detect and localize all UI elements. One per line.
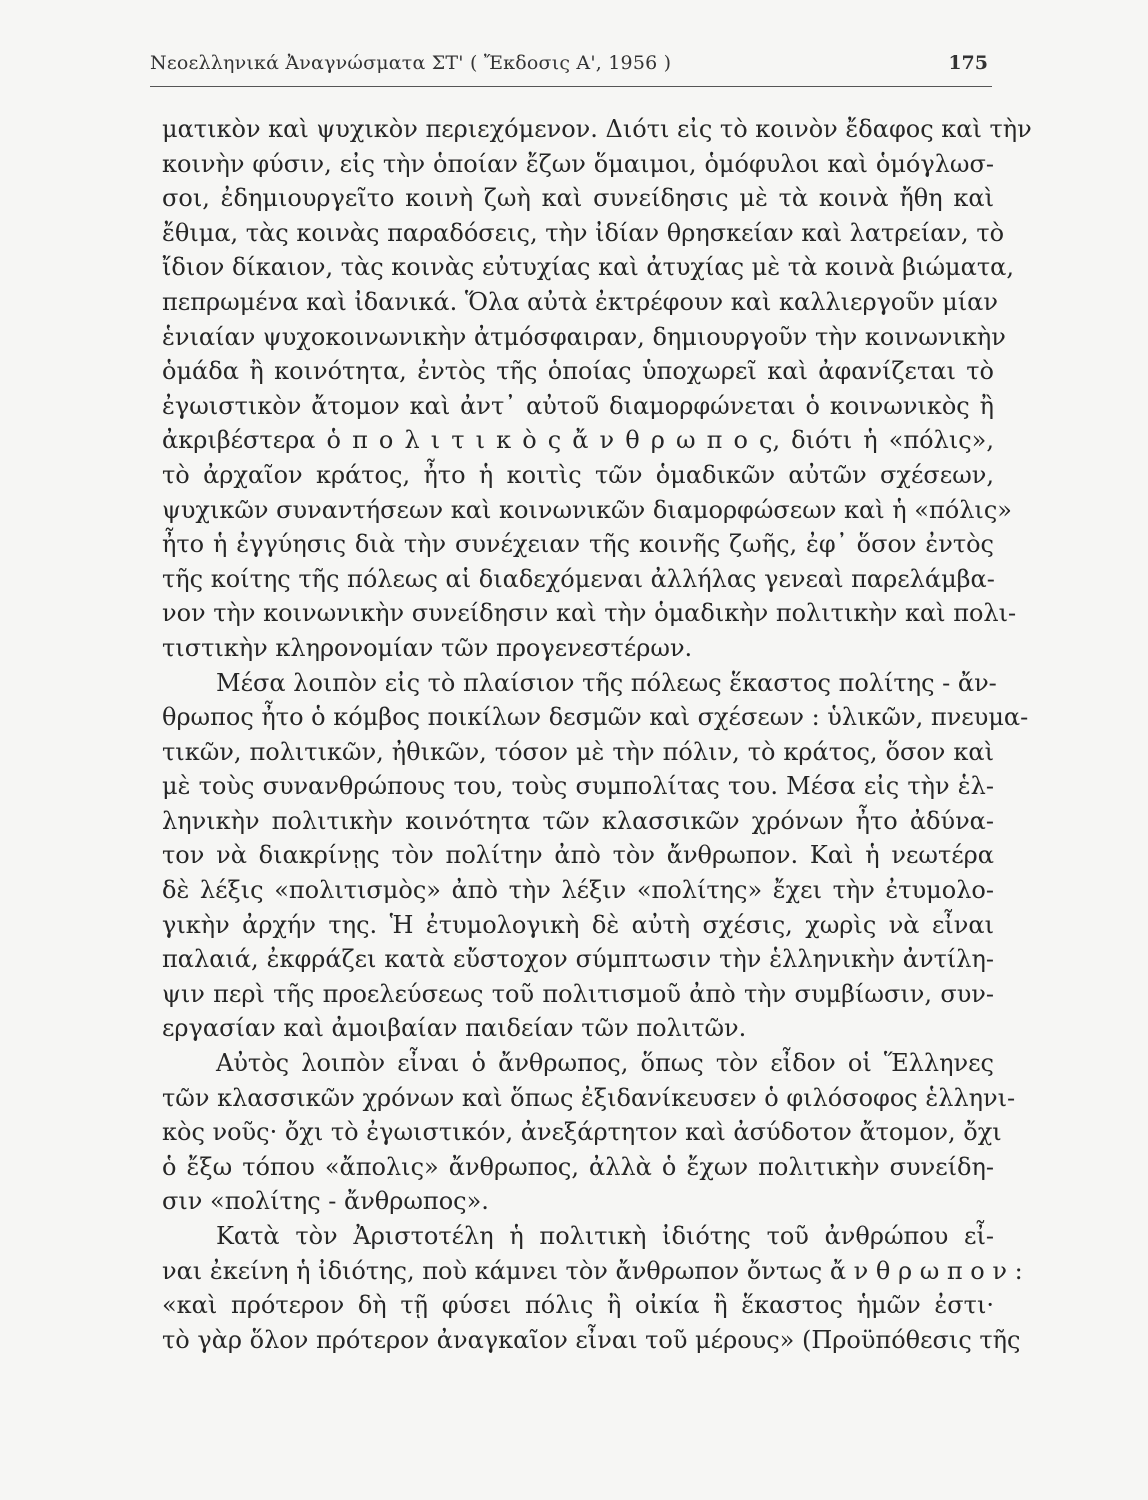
text-line: ναι ἐκείνη ἡ ἰδιότης, ποὺ κάμνει τὸν ἄνθρωπον ὄντως ἄ ν θ ρ ω π ο ν : xyxy=(162,1256,1023,1285)
text-line: δὲ λέξις «πολιτισμὸς» ἀπὸ τὴν λέξιν «πολίτης» ἔχει τὴν ἐτυμολο- xyxy=(162,876,994,905)
text-line: ψυχικῶν συναντήσεων καὶ κοινωνικῶν διαμορφώσεων καὶ ἡ «πόλις» xyxy=(162,495,1012,524)
paragraph xyxy=(162,666,1029,1047)
text-line: κὸς νοῦς· ὄχι τὸ ἐγωιστικόν, ἀνεξάρτητον καὶ ἀσύδοτον ἄτομον, ὄχι xyxy=(162,1118,1002,1147)
text-line: Αὐτὸς λοιπὸν εἶναι ὁ ἄνθρωπος, ὅπως τὸν εἶδον οἱ Ἕλληνες xyxy=(216,1049,994,1078)
text-line: ματικὸν καὶ ψυχικὸν περιεχόμενον. Διότι εἰς τὸ κοινὸν ἔδαφος καὶ τὴν xyxy=(162,115,1032,143)
text-line: πεπρωμένα καὶ ἰδανικά. Ὅλα αὐτὰ ἐκτρέφουν καὶ καλλιεργοῦν μίαν xyxy=(162,287,998,316)
body-text xyxy=(162,112,1032,1357)
text-line: ὁ ἔξω τόπου «ἄπολις» ἄνθρωπος, ἀλλὰ ὁ ἔχων πολιτικὴν συνείδη- xyxy=(162,1152,994,1181)
text-line: κοινὴν φύσιν, εἰς τὴν ὁποίαν ἔζων ὅμαιμοι, ὁμόφυλοι καὶ ὁμόγλωσ- xyxy=(162,149,994,178)
text-line: τῶν κλασσικῶν χρόνων καὶ ὅπως ἐξιδανίκευσεν ὁ φιλόσοφος ἑλληνι- xyxy=(162,1083,1016,1112)
text-line: ἐγωιστικὸν ἄτομον καὶ ἀντ᾿ αὐτοῦ διαμορφώνεται ὁ κοινωνικὸς ἢ xyxy=(162,391,994,420)
paragraph xyxy=(162,112,1032,666)
text-line: μὲ τοὺς συνανθρώπους του, τοὺς συμπολίτας του. Μέσα εἰς τὴν ἑλ- xyxy=(162,772,994,801)
text-line: τιστικὴν κληρονομίαν τῶν προγενεστέρων. xyxy=(162,633,693,662)
text-line: τον νὰ διακρίνῃς τὸν πολίτην ἀπὸ τὸν ἄνθρωπον. Καὶ ἡ νεωτέρα xyxy=(162,841,994,870)
text-line: ἔθιμα, τὰς κοινὰς παραδόσεις, τὴν ἰδίαν θρησκείαν καὶ λατρείαν, τὸ xyxy=(162,218,1005,247)
text-line: Μέσα λοιπὸν εἰς τὸ πλαίσιον τῆς πόλεως ἕκαστος πολίτης - ἄν- xyxy=(216,668,997,697)
text-line: ἑνιαίαν ψυχοκοινωνικὴν ἀτμόσφαιραν, δημιουργοῦν τὴν κοινωνικὴν xyxy=(162,322,1006,351)
text-line: ἴδιον δίκαιον, τὰς κοινὰς εὐτυχίας καὶ ἀτυχίας μὲ τὰ κοινὰ βιώματα, xyxy=(162,253,1014,282)
text-line: ψιν περὶ τῆς προελεύσεως τοῦ πολιτισμοῦ ἀπὸ τὴν συμβίωσιν, συν- xyxy=(162,979,994,1008)
paragraph xyxy=(162,1046,1016,1219)
running-header xyxy=(150,48,992,87)
text-line: τῆς κοίτης τῆς πόλεως αἱ διαδεχόμεναι ἀλλήλας γενεαὶ παρελάμβα- xyxy=(162,564,995,593)
text-line: τὸ γὰρ ὅλον πρότερον ἀναγκαῖον εἶναι τοῦ μέρους» (Προϋπόθεσις τῆς xyxy=(162,1325,1021,1354)
text-line: σιν «πολίτης - ἄνθρωπος». xyxy=(162,1187,489,1216)
text-line: τὸ ἀρχαῖον κράτος, ἦτο ἡ κοιτὶς τῶν ὁμαδικῶν αὐτῶν σχέσεων, xyxy=(162,460,994,489)
text-line: θρωπος ἦτο ὁ κόμβος ποικίλων δεσμῶν καὶ σχέσεων : ὑλικῶν, πνευμα- xyxy=(162,703,1029,732)
text-line: νον τὴν κοινωνικὴν συνείδησιν καὶ τὴν ὁμαδικὴν πολιτικὴν καὶ πολι- xyxy=(162,599,1017,628)
header-title: Νεοελληνικά Ἀναγνώσματα ΣΤ' ( Ἔκδοσις Α', 1956 ) xyxy=(150,52,672,74)
text-line: ὁμάδα ἢ κοινότητα, ἐντὸς τῆς ὁποίας ὑποχωρεῖ καὶ ἀφανίζεται τὸ xyxy=(162,357,994,386)
text-line: ἀκριβέστερα ὁ π ο λ ι τ ι κ ὸ ς ἄ ν θ ρ ω π ο ς, διότι ἡ «πόλις», xyxy=(162,426,994,455)
text-line: ληνικὴν πολιτικὴν κοινότητα τῶν κλασσικῶν χρόνων ἦτο ἀδύνα- xyxy=(162,806,994,835)
text-line: σοι, ἐδημιουργεῖτο κοινὴ ζωὴ καὶ συνείδησις μὲ τὰ κοινὰ ἤθη καὶ xyxy=(162,184,994,213)
text-line: τικῶν, πολιτικῶν, ἠθικῶν, τόσον μὲ τὴν πόλιν, τὸ κράτος, ὅσον καὶ xyxy=(162,737,994,766)
text-line: γικὴν ἀρχήν της. Ἡ ἐτυμολογικὴ δὲ αὐτὴ σχέσις, χωρὶς νὰ εἶναι xyxy=(162,910,994,939)
text-line: «καὶ πρότερον δὴ τῇ φύσει πόλις ἢ οἰκία ἢ ἕκαστος ἡμῶν ἐστι· xyxy=(162,1291,994,1320)
text-line: εργασίαν καὶ ἀμοιβαίαν παιδείαν τῶν πολιτῶν. xyxy=(162,1014,747,1043)
text-line: ἦτο ἡ ἐγγύησις διὰ τὴν συνέχειαν τῆς κοινῆς ζωῆς, ἐφ᾿ ὅσον ἐντὸς xyxy=(162,530,994,559)
text-line: παλαιά, ἐκφράζει κατὰ εὔστοχον σύμπτωσιν τὴν ἑλληνικὴν ἀντίλη- xyxy=(162,945,994,974)
page-number: 175 xyxy=(948,52,988,74)
text-line: Κατὰ τὸν Ἀριστοτέλη ἡ πολιτικὴ ἰδιότης τοῦ ἀνθρώπου εἶ- xyxy=(216,1222,994,1250)
paragraph xyxy=(162,1219,1023,1357)
